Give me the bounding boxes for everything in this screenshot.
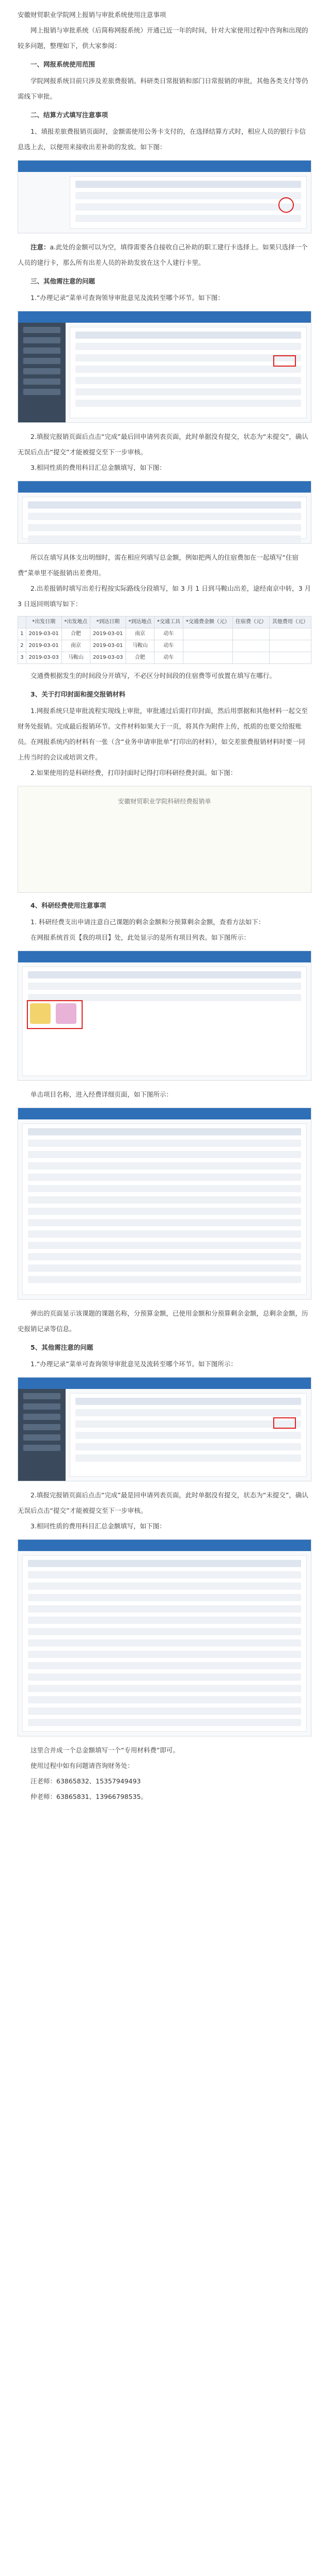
table-cell xyxy=(269,640,311,652)
trip-table-header: *出发地点 xyxy=(61,617,90,628)
table-cell xyxy=(269,652,311,664)
screenshot-print-cover xyxy=(18,786,311,893)
table-cell xyxy=(233,628,270,640)
table-cell xyxy=(183,640,232,652)
table-cell: 2019-03-01 xyxy=(26,628,61,640)
table-cell: 2019-03-03 xyxy=(26,652,61,664)
table-cell: 2 xyxy=(18,640,26,652)
section-3-after-table: 交通费根据发生的时间段分开填写，不必区分时间段的住宿费等可放置在填写在哪行。 xyxy=(30,672,276,679)
screenshot-process-record-2 xyxy=(18,1377,311,1481)
table-cell: 2019-03-01 xyxy=(26,640,61,652)
trip-table-header: *交通工具 xyxy=(154,617,183,628)
section-5-item-2: 单击项目名称，进入经费详细页面，如下图所示： xyxy=(30,1091,173,1098)
table-row xyxy=(18,652,311,664)
table-cell xyxy=(269,628,311,640)
section-4-heading: 3、关于打印封面和提交报销材料 xyxy=(30,690,126,698)
table-cell: 动车 xyxy=(154,652,183,664)
table-cell xyxy=(233,640,270,652)
section-6-item-2: 2.填报完报销页面后点击“完成”最是回申请列表页面，此时单据没有提交，状态为“未提交”，确认无误后点击“提交”才能被提交至下一步审核。 xyxy=(18,1491,308,1514)
section-5-heading: 4、科研经费使用注意事项 xyxy=(30,902,106,909)
section-5-item-1b: 在网报系统首页【我的项目】处，此处显示的是所有项目列表。如下图所示： xyxy=(30,934,250,941)
table-cell: 合肥 xyxy=(126,652,154,664)
table-cell: 动车 xyxy=(154,628,183,640)
section-3-item-1: 1.“办理记录”菜单可查询领导审批意见及流转至哪个环节。如下图： xyxy=(30,294,224,302)
contact-intro: 使用过程中如有问题请咨询财务处： xyxy=(30,1762,134,1769)
table-cell: 南京 xyxy=(126,628,154,640)
section-6-heading: 5、其他需注意的问题 xyxy=(30,1344,93,1351)
section-1-body: 学院网报系统目前只涉及差旅费报销。科研类日常报销和部门日常报销的审批，其他各类支付等仍需线下审批。 xyxy=(18,77,308,100)
section-3-item-4: 2.出差报销时填写出差行程按实际路线分段填写，如 3 月 1 日到马鞍山出差，途经南京中转，3 月 3 日返回则填写如下： xyxy=(18,584,311,608)
table-cell xyxy=(183,652,232,664)
section-4-item-1: 1.网报系统只是审批流程实现线上审批，审批通过后需打印封面，然后用票据和其他材料一起交至财务处报销。完成最后报销环节。文件材料如果大于一页，将其作为附件上传，纸质的也要交给报账员。在网报系统内的材料有一张（含“业务申请审批单”打印出的材料），如交差旅费报销材料时要一同上传当时的会议或培训文件。 xyxy=(18,707,308,761)
screenshot-settlement-form xyxy=(18,160,311,233)
note-label: 注意： xyxy=(30,243,50,251)
table-cell: 动车 xyxy=(154,640,183,652)
section-6-item-3: 3.相同性质的费用科目汇总金额填写，如下图： xyxy=(30,1522,166,1530)
table-row xyxy=(18,640,311,652)
table-cell: 2019-03-03 xyxy=(90,652,126,664)
table-cell: 1 xyxy=(18,628,26,640)
screenshot-expense-summary xyxy=(18,481,311,544)
document-title: 安徽财贸职业学院网上报销与审批系统使用注意事项 xyxy=(18,11,166,19)
trip-table-header: *出发日期 xyxy=(26,617,61,628)
trip-table-header xyxy=(18,617,26,628)
intro-text: 网上报销与审批系统（后简称网报系统）开通已近一年的时间，针对大家使用过程中咨询和出现的较多问题，整理如下，供大家参阅： xyxy=(18,26,308,50)
section-6-item-4: 这里合并成一个总金额填写一个“专用材料费”即可。 xyxy=(30,1746,179,1754)
screenshot-expense-summary-2 xyxy=(18,1539,311,1736)
screenshot-process-record xyxy=(18,311,311,423)
table-cell: 3 xyxy=(18,652,26,664)
trip-table-header: 住宿费（元） xyxy=(233,617,270,628)
trip-itinerary-table xyxy=(18,616,311,664)
table-cell xyxy=(233,652,270,664)
section-5-item-1: 1. 科研经费支出申请注意自己课题的剩余金额和分预算剩余金额，查看方法如下： xyxy=(30,918,265,926)
table-cell: 南京 xyxy=(61,640,90,652)
section-2-item-1: 1、填报差旅费报销页面时，金额需使用公务卡支付的，在选择结算方式时，相应人员的银行卡信息选上去，以便用来接收出差补助的发放。如下图： xyxy=(18,128,306,151)
section-4-item-2: 2.如果使用的是科研经费，打印封面时记得打印科研经费封面。如下图： xyxy=(30,769,237,777)
table-cell: 马鞍山 xyxy=(61,652,90,664)
screenshot-my-projects xyxy=(18,951,311,1081)
table-row xyxy=(18,628,311,640)
contact-zhong: 仲老师：63865831、13966798535。 xyxy=(30,1793,148,1800)
trip-table-header: *到达日期 xyxy=(90,617,126,628)
table-cell: 马鞍山 xyxy=(126,640,154,652)
section-3-item-3-note: 所以在填写具体支出明细时，需在相应列填写总金额，例如把两人的住宿费加在一起填写“住宿费”菜单里不能报销出差费用。 xyxy=(18,554,299,577)
table-cell: 2019-03-01 xyxy=(90,628,126,640)
table-cell xyxy=(183,628,232,640)
section-6-item-1: 1.“办理记录”菜单可查询领导审批意见及流转至哪个环节。如下图所示： xyxy=(30,1360,237,1368)
section-2-note xyxy=(18,240,311,271)
section-3-item-3: 3.相同性质的费用科目汇总金额填写，如下图： xyxy=(30,464,166,471)
contact-wang: 汪老师：63865832、15357949493 xyxy=(30,1777,141,1785)
form-caption: 安徽财贸职业学院科研经费报销单 xyxy=(118,798,211,805)
section-1-heading: 一、网报系统使用范围 xyxy=(30,60,96,68)
screenshot-project-details xyxy=(18,1108,311,1300)
trip-table-header: *交通费金额（元） xyxy=(183,617,232,628)
section-3-item-2: 2.填报完报销页面后点击“完成”最后回申请列表页面，此时单据没有提交，状态为“未提交”，确认无误后点击“提交”才能被提交至下一步审核。 xyxy=(18,433,308,456)
section-2-heading: 二、结算方式填写注意事项 xyxy=(30,111,108,119)
trip-table-header: *到达地点 xyxy=(126,617,154,628)
note-body: a.此处的金额可以为空，填得需要各自接收自己补助的职工建行卡选择上。如果只选择一个人员的建行卡，那么所有出差人员的补助发放在这个人建行卡里。 xyxy=(18,243,308,266)
section-5-item-3: 弹出的页面显示该课题的课题名称，分预算金额，已使用金额和分预算剩余金额，总剩余金额，历史报销记录等信息。 xyxy=(18,1309,308,1333)
trip-table-header: 其他费用（元） xyxy=(269,617,311,628)
table-cell: 2019-03-01 xyxy=(90,640,126,652)
table-cell: 合肥 xyxy=(61,628,90,640)
section-3-heading: 三、其他需注意的问题 xyxy=(30,277,96,285)
